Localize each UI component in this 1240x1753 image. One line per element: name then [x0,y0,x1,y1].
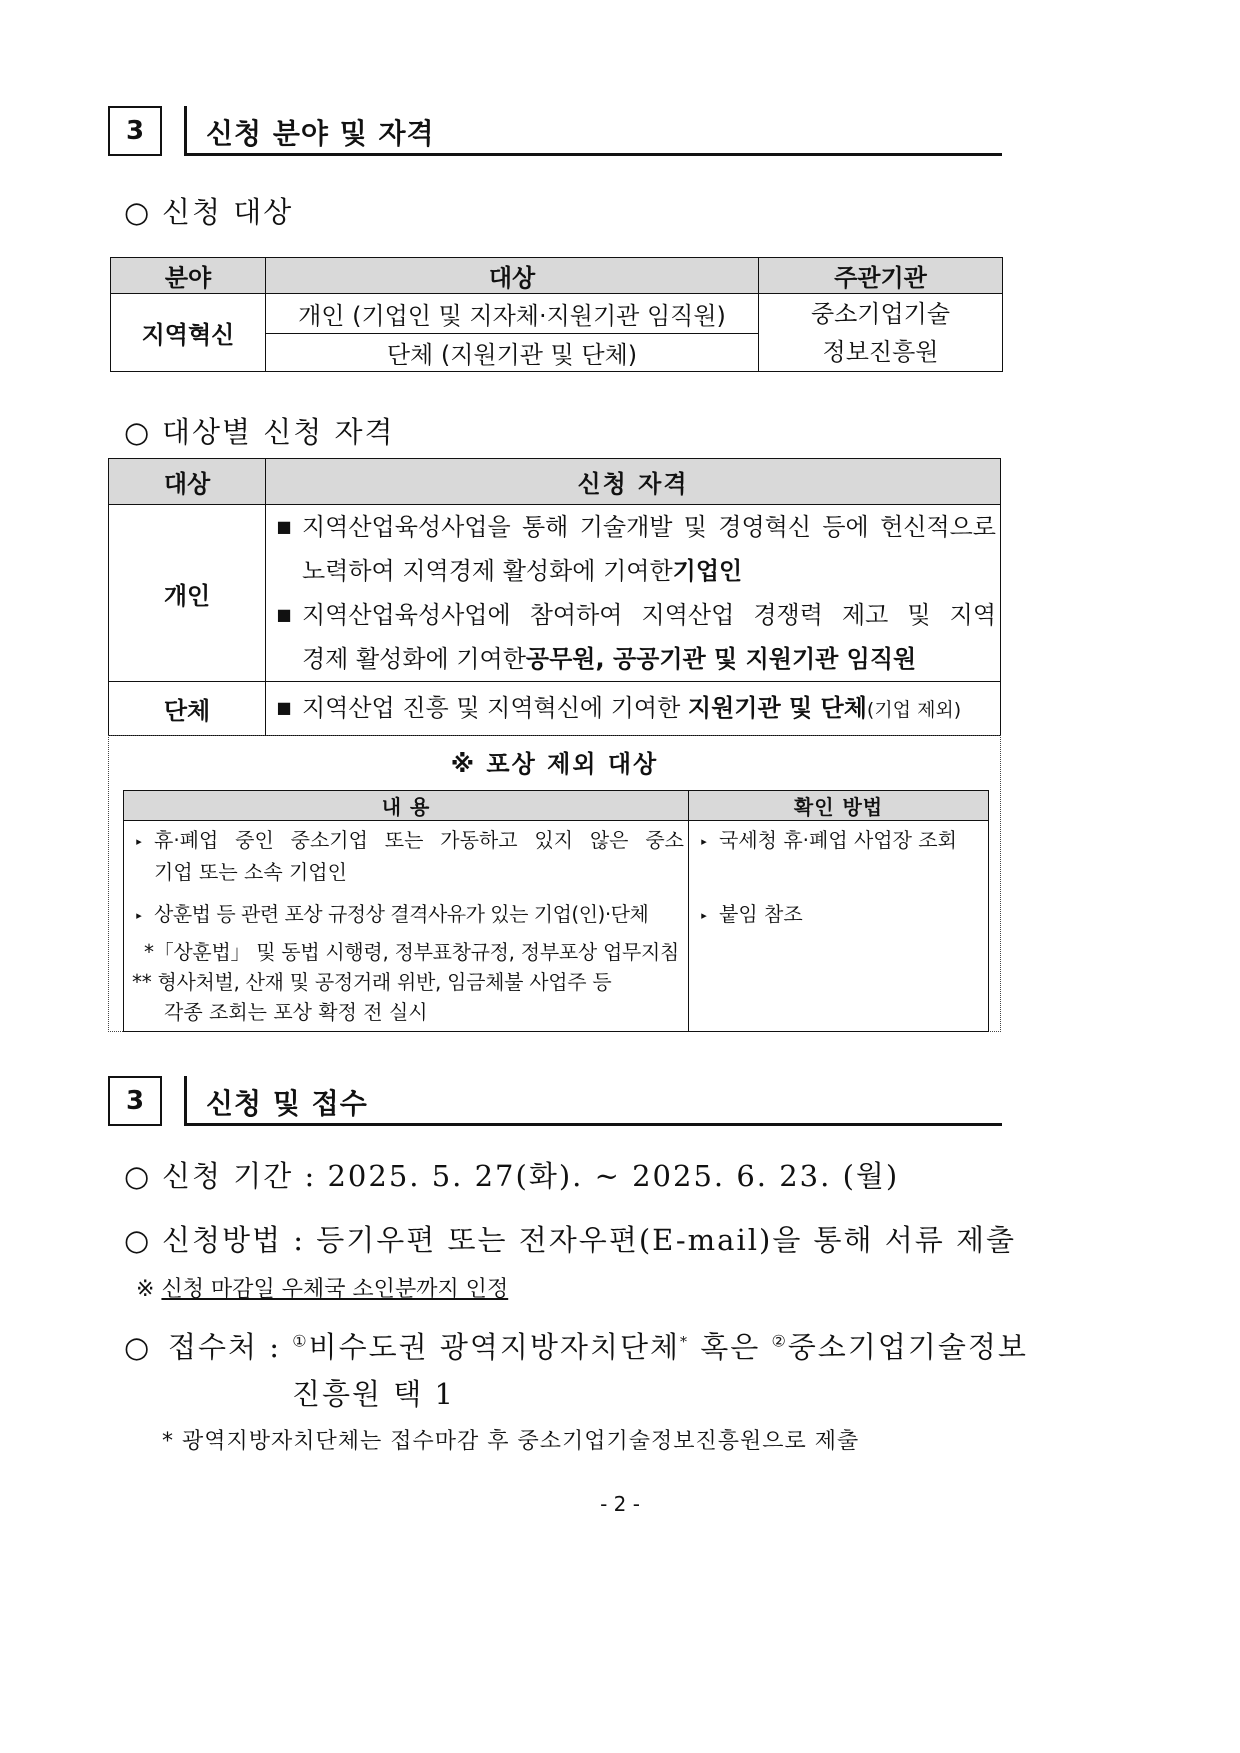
application-period: ○ 신청 기간 : 2025. 5. 27(화). ~ 2025. 6. 23. (월) [124,1159,900,1193]
header-target: 대상 [266,258,759,294]
receipt-footnote: * 광역지방자치단체는 접수마감 후 중소기업기술정보진흥원으로 제출 [162,1429,860,1454]
section-divider [184,106,187,156]
footnote: *「상훈법」 및 동법 시행령, 정부표창규정, 정부포상 업무지침 [144,940,680,964]
section-divider [184,1076,187,1126]
header-qualification: 신청 자격 [266,459,1001,505]
header-org: 주관기관 [759,258,1003,294]
section-title: 신청 분야 및 자격 [206,117,435,150]
exclusion-content: ▸ 휴·폐업 중인 중소기업 또는 가동하고 있지 않은 중소 기업 또는 소속 기업인 ▸ 상훈법 등 관련 포상 규정상 결격사유가 있는 기업(인)·단체 *「상훈법」 및 동법 시행령, 정부표창규정, 정부포상 업무지침 ** 형사처벌, 산재 및 공정거래 위반, 임금체불 사업주 등 각종 조회는 포상 확정 전 실시 [124,821,689,1032]
header-method: 확인 방법 [689,791,989,821]
deadline-note: ※ 신청 마감일 우체국 소인분까지 인정 [136,1277,509,1302]
target-group: 단체 (지원기관 및 단체) [266,334,759,372]
receipt-location-cont: 진흥원 택 1 [292,1377,455,1411]
bullet-item: ■ 지역산업육성사업을 통해 기술개발 및 경영혁신 등에 헌신적으로 [266,505,996,549]
circle-bullet: ○ [124,1159,152,1193]
qualification-heading: ○ 대상별 신청 자격 [124,415,395,449]
application-method: ○ 신청방법 : 등기우편 또는 전자우편(E-mail)을 통해 서류 제출 [124,1223,1017,1257]
circle-bullet: ○ [124,415,152,449]
list-item: ▸ 휴·폐업 중인 중소기업 또는 가동하고 있지 않은 중소 [124,825,684,857]
circle-bullet: ○ [124,1330,152,1364]
footnote: 각종 조회는 포상 확정 전 실시 [164,1000,428,1024]
section-title: 신청 및 접수 [206,1087,368,1120]
org-cell: 중소기업기술 정보진흥원 [759,294,1003,372]
header-field: 분야 [111,258,266,294]
page-number: - 2 - [600,1492,640,1516]
target-heading: ○ 신청 대상 [124,195,294,229]
group-label: 단체 [109,682,266,736]
footnote: ** 형사처벌, 산재 및 공정거래 위반, 임금체불 사업주 등 [132,970,612,994]
exclusion-title: ※ 포상 제외 대상 [450,750,659,778]
exclusion-box [108,735,1001,1032]
exclusion-table [123,790,989,1032]
receipt-location: ○ 접수처 : ①비수도권 광역지방자치단체* 혹은 ②중소기업기술정보 [124,1330,1028,1364]
target-table [110,257,1003,372]
target-individual: 개인 (기업인 및 지자체·지원기관 임직원) [266,294,759,334]
section-underline [184,153,1002,156]
field-cell: 지역혁신 [111,294,266,372]
header-content: 내 용 [124,791,689,821]
square-bullet: ■ [276,517,292,536]
circle-bullet: ○ [124,195,152,229]
header-target: 대상 [109,459,266,505]
triangle-bullet: ▸ [136,835,142,848]
list-item: ▸ 붙임 참조 [689,899,988,931]
bullet-item: ■ 지역산업육성사업에 참여하여 지역산업 경쟁력 제고 및 지역 [266,593,996,637]
triangle-bullet: ▸ [136,909,142,922]
square-bullet: ■ [276,605,292,624]
section-number: 3 [108,1076,162,1126]
qualification-table [108,458,1001,736]
section-underline [184,1123,1002,1126]
circle-bullet: ○ [124,1223,152,1257]
exclusion-method [689,821,989,1032]
triangle-bullet: ▸ [701,909,707,922]
group-qualification: ■ 지역산업 진흥 및 지역혁신에 기여한 지원기관 및 단체(기업 제외) [266,682,1001,736]
section-number: 3 [108,106,162,156]
individual-label: 개인 [109,505,266,682]
list-item: ▸ 상훈법 등 관련 포상 규정상 결격사유가 있는 기업(인)·단체 [124,899,684,931]
individual-qualification: ■ 지역산업육성사업을 통해 기술개발 및 경영혁신 등에 헌신적으로 노력하여 지역경제 활성화에 기여한 기업인 ■ 지역산업육성사업에 참여하여 지역산업 경쟁력 제고 및 지역 경제 활성화에 기여한 공무원, 공공기관 및 지원기관 임직원 [266,505,1001,682]
triangle-bullet: ▸ [701,835,707,848]
list-item: ▸ 국세청 휴·폐업 사업장 조회 [689,825,988,857]
square-bullet: ■ [276,697,292,717]
